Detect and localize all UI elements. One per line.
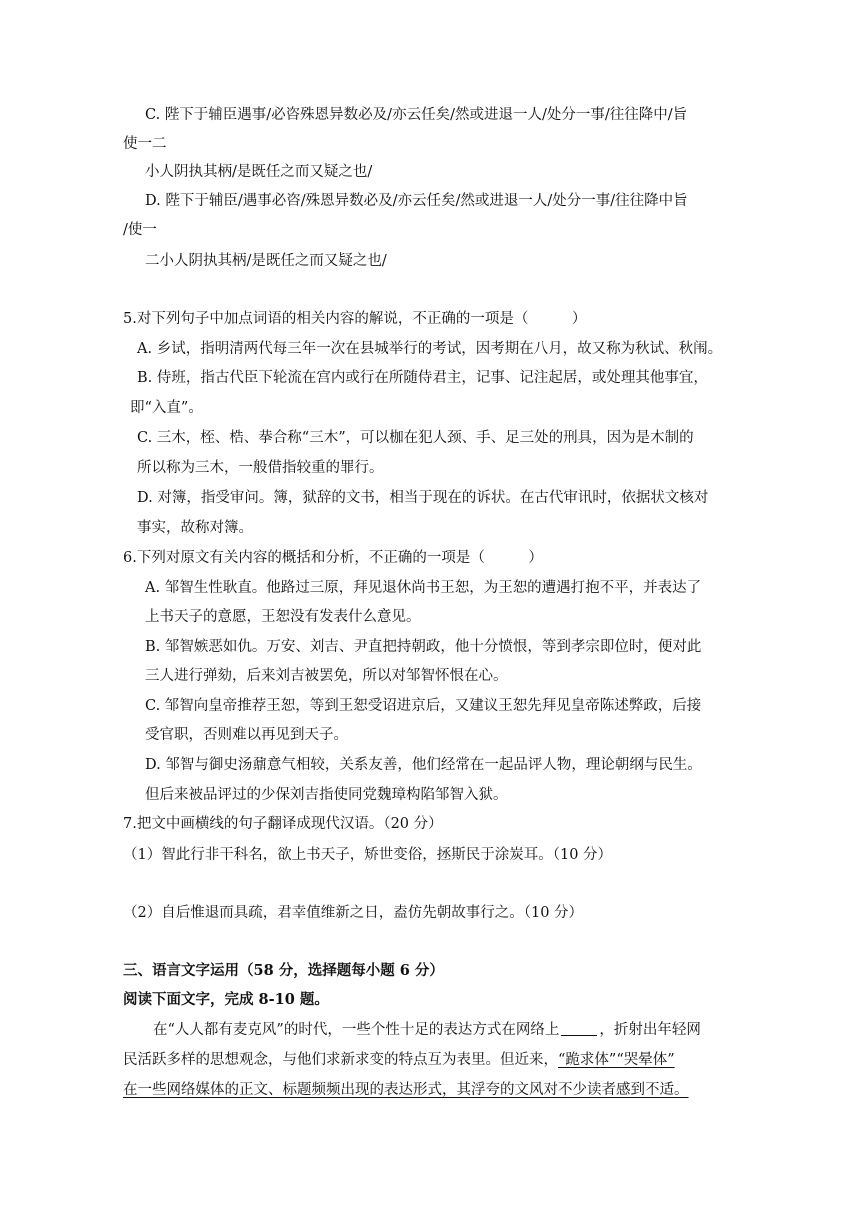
passage-line-1-post: ，折射出年轻网 (599, 1022, 701, 1038)
q6-option-b-line2: 三人进行弹劾，后来刘吉被罢免，所以对邹智怀恨在心。 (145, 668, 508, 684)
q5-option-b-line1: B. 侍班，指古代臣下轮流在宫内或行在所随侍君主，记事、记注起居，或处理其他事宜， (137, 370, 708, 386)
q7-stem: 7.把文中画横线的句子翻译成现代汉语。（20 分） (123, 816, 443, 832)
q6-option-d-line1: D. 邹智与御史汤鼐意气相较，关系友善，他们经常在一起品评人物，理论朝纲与民生。 (145, 757, 702, 773)
q5-option-b-line2: 即“入直”。 (130, 400, 203, 416)
q6-option-a-line1: A. 邹智生性耿直。他路过三原，拜见退休尚书王恕，为王恕的遭遇打抱不平，并表达了 (145, 580, 702, 596)
passage-line-1-pre: 在“人人都有麦克风”的时代，一些个性十足的表达方式在网络上 (153, 1022, 560, 1038)
q4-option-c-line3: 小人阴执其柄/是既任之而又疑之也/ (145, 164, 373, 180)
q6-option-c-line1: C. 邹智向皇帝推荐王恕，等到王恕受诏进京后，又建议王恕先拜见皇帝陈述弊政，后接 (145, 698, 702, 714)
q7-sentence-1: （1）智此行非干科名，欲上书天子，矫世变俗，拯斯民于涂炭耳。（10 分） (123, 847, 613, 863)
q6-option-c-line2: 受官职，否则难以再见到天子。 (145, 727, 348, 743)
q6-stem: 6.下列对原文有关内容的概括和分析，不正确的一项是（ ） (123, 550, 543, 566)
q6-option-a-line2: 上书天子的意愿，王恕没有发表什么意见。 (145, 609, 421, 625)
q4-option-c-line2: 使一二 (123, 136, 167, 152)
q5-stem: 5.对下列句子中加点词语的相关内容的解说，不正确的一项是（ ） (123, 311, 587, 327)
q4-option-d-line2: /使一 (123, 222, 157, 238)
q7-sentence-2: （2）自后惟退而具疏，君幸值维新之日，盍仿先朝故事行之。（10 分） (123, 905, 584, 921)
passage-underlined-start: “跪求体”“哭晕体” (558, 1052, 675, 1068)
fill-blank (561, 1021, 597, 1036)
passage-underlined-sentence: 在一些网络媒体的正文、标题频频出现的表达形式，其浮夸的文风对不少读者感到不适。 (123, 1082, 689, 1098)
passage-line-2-pre: 民活跃多样的思想观念，与他们求新求变的特点互为表里。但近来， (123, 1052, 558, 1068)
passage-line-2 (123, 1050, 675, 1070)
q6-option-b-line1: B. 邹智嫉恶如仇。万安、刘吉、尹直把持朝政，他十分愤恨，等到孝宗即位时，便对此 (145, 639, 702, 655)
passage-line-1 (153, 1020, 701, 1040)
q5-option-c-line2: 所以称为三木，一般借指较重的罪行。 (137, 460, 384, 476)
q5-option-a: A. 乡试，指明清两代每三年一次在县城举行的考试，因考期在八月，故又称为秋试、秋闱。 (137, 341, 723, 357)
section-3-intro: 阅读下面文字，完成 8-10 题。 (123, 991, 329, 1008)
section-3-title: 三、语言文字运用（58 分，选择题每小题 6 分） (123, 962, 444, 979)
q4-option-d-line3: 二小人阴执其柄/是既任之而又疑之也/ (145, 253, 387, 269)
q5-option-d-line2: 事实，故称对簿。 (137, 520, 253, 536)
q5-option-d-line1: D. 对簿，指受审问。簿，狱辞的文书，相当于现在的诉状。在古代审讯时，依据状文核对 (137, 490, 709, 506)
q4-option-c-line1: C. 陛下于辅臣遇事/必咨殊恩异数必及/亦云任矣/然或进退一人/处分一事/往往降中/旨 (145, 107, 688, 123)
q6-option-d-line2: 但后来被品评过的少保刘吉指使同党魏璋构陷邹智入狱。 (145, 787, 508, 803)
q5-option-c-line1: C. 三木，桎、梏、拲合称“三木”，可以枷在犯人颈、手、足三处的刑具，因为是木制的 (137, 430, 694, 446)
q4-option-d-line1: D. 陛下于辅臣/遇事必咨/殊恩异数必及/亦云任矣/然或进退一人/处分一事/往往降中旨 (145, 193, 688, 209)
